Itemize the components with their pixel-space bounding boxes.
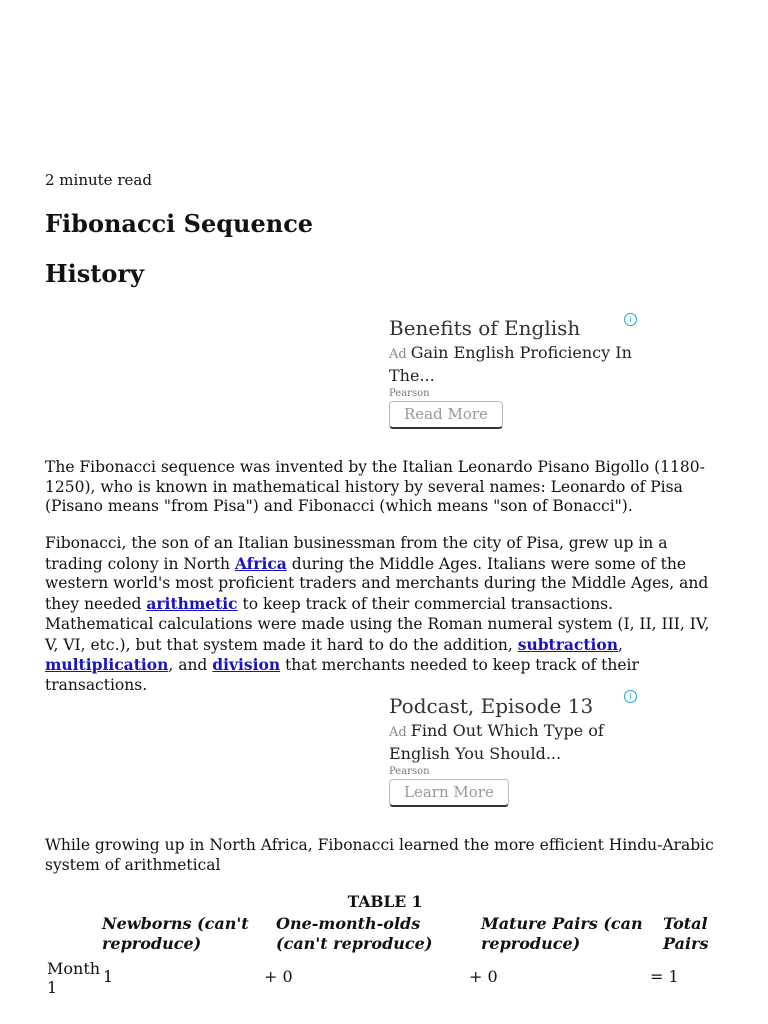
table-cell-total-pairs: = 1 xyxy=(650,967,679,986)
table-caption: TABLE 1 xyxy=(347,892,423,911)
ad-card-2[interactable] xyxy=(389,694,639,807)
table-header-newborns: Newborns (can't reproduce) xyxy=(102,914,249,953)
ad-source: Pearson xyxy=(389,388,430,399)
link-subtraction[interactable]: subtraction xyxy=(517,634,619,654)
paragraph-2-and: , and xyxy=(168,656,213,675)
ad-info-icon[interactable]: i xyxy=(624,690,637,703)
table-header-one-month-olds: One-month-olds (can't reproduce) xyxy=(276,914,433,953)
article-title: Fibonacci Sequence xyxy=(45,209,314,238)
ad-info-icon[interactable]: i xyxy=(624,313,637,326)
learn-more-button[interactable]: Learn More xyxy=(389,779,509,807)
ad-text: Find Out Which Type of English You Should... xyxy=(389,721,604,763)
table-cell-mature-pairs: + 0 xyxy=(469,967,498,986)
paragraph-2-text-c: to keep track of their commercial transactions. Mathematical calculations were made using the Roman numeral system (I, II, III, IV, V, VI, etc.), but that system made it hard to do the addition, xyxy=(45,595,710,654)
ad-source: Pearson xyxy=(389,766,430,777)
ad-tag: Ad xyxy=(389,725,407,740)
ad-description xyxy=(389,342,639,386)
paragraph-2-text-d: that merchants needed to keep track of their transactions. xyxy=(45,656,639,694)
table-header-mature-pairs: Mature Pairs (can reproduce) xyxy=(481,914,643,953)
ad-text: Gain English Proficiency In The... xyxy=(389,343,632,385)
ad-title[interactable]: Podcast, Episode 13 xyxy=(389,694,594,718)
paragraph-2 xyxy=(45,534,725,696)
section-heading: History xyxy=(45,259,144,288)
table-row-label: Month 1 xyxy=(47,959,101,997)
link-multiplication[interactable]: multiplication xyxy=(45,655,169,675)
paragraph-2-text-a: Fibonacci, the son of an Italian businessman from the city of Pisa, grew up in a trading colony in North xyxy=(45,534,668,573)
paragraph-1: The Fibonacci sequence was invented by the Italian Leonardo Pisano Bigollo (1180-1250), who is known in mathematical history by several names: Leonardo of Pisa (Pisano means "from Pisa") and Fibonacci (which means "son of Bonacci"). xyxy=(45,458,705,516)
table-header-total-pairs: Total Pairs xyxy=(663,914,709,953)
read-more-button[interactable]: Read More xyxy=(389,401,503,429)
table-cell-newborns: 1 xyxy=(103,967,114,986)
paragraph-3: While growing up in North Africa, Fibonacci learned the more efficient Hindu-Arabic system of arithmetical xyxy=(45,836,714,874)
read-time: 2 minute read xyxy=(45,171,152,189)
link-arithmetic[interactable]: arithmetic xyxy=(146,594,238,614)
ad-description xyxy=(389,720,639,764)
table-cell-one-month-olds: + 0 xyxy=(264,967,293,986)
ad-tag: Ad xyxy=(389,347,407,362)
link-africa[interactable]: Africa xyxy=(234,553,287,573)
ad-title[interactable]: Benefits of English xyxy=(389,316,581,340)
paragraph-2-comma: , xyxy=(618,635,623,654)
ad-card-1[interactable] xyxy=(389,316,639,429)
link-division[interactable]: division xyxy=(212,655,281,675)
paragraph-2-text-b: during the Middle Ages. Italians were some of the western world's most proficient traders and merchants during the Middle Ages, and they needed xyxy=(45,554,709,614)
